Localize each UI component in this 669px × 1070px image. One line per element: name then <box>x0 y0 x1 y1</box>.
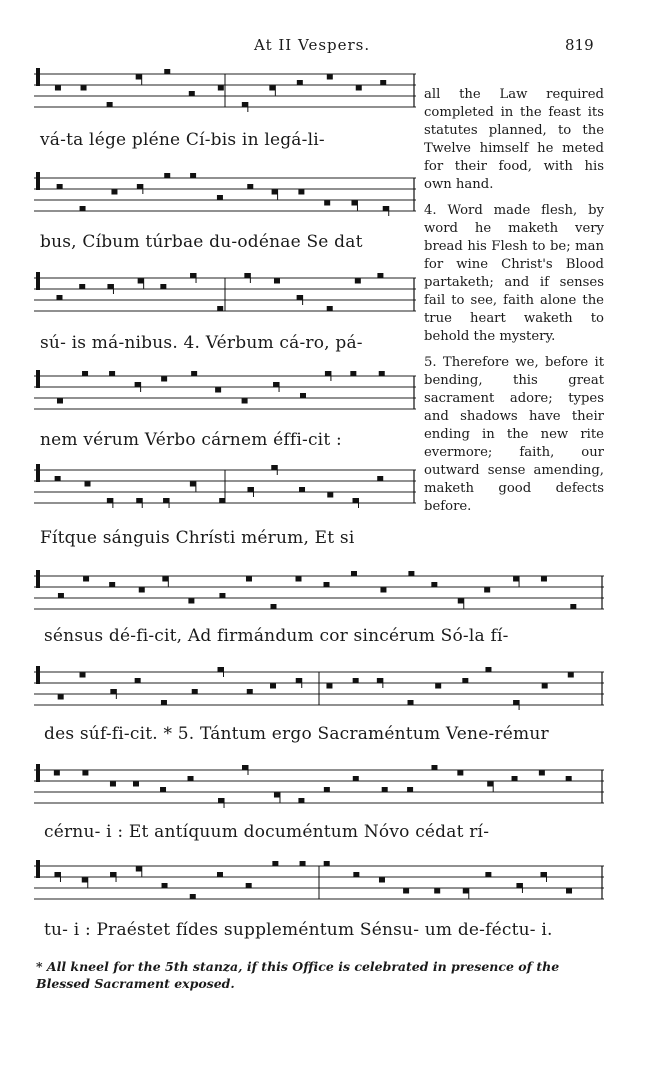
neume <box>135 678 141 683</box>
neume <box>377 678 383 683</box>
neume <box>81 86 87 91</box>
neume <box>274 279 280 284</box>
neume <box>431 582 437 587</box>
neume <box>107 498 113 503</box>
translation-paragraph: all the Law required completed in the feast its statutes planned, to the Twelve himself he meted for their food, with his own hand. <box>424 87 604 192</box>
neume <box>351 201 357 206</box>
neume <box>242 765 248 770</box>
neume <box>298 798 304 803</box>
neume <box>161 377 167 382</box>
neume <box>350 371 356 376</box>
neume <box>110 782 116 787</box>
neume <box>431 765 437 770</box>
neume <box>162 577 168 582</box>
neume <box>190 482 196 487</box>
neume <box>58 593 64 598</box>
neume <box>191 371 197 376</box>
neume <box>377 273 383 278</box>
neume <box>273 382 279 387</box>
staff-line <box>34 170 416 216</box>
neume <box>242 399 248 404</box>
neume <box>246 577 252 582</box>
neume <box>55 476 61 481</box>
staff-line <box>34 664 604 710</box>
neume <box>299 487 305 492</box>
page-number: 819 <box>565 36 594 54</box>
neume <box>162 883 168 888</box>
neume <box>217 195 223 200</box>
lyric-line: Fítque sánguis Chrísti mérum, Et si <box>40 528 355 548</box>
neume <box>327 75 333 80</box>
neume <box>485 667 491 672</box>
neume <box>271 465 277 470</box>
staff-9 <box>34 858 604 904</box>
lyric-line: tu- i : Praéstet fídes suppleméntum Sénsu- um de-féctu- i. <box>44 920 553 940</box>
neume <box>80 673 86 678</box>
clef <box>36 272 40 290</box>
neume <box>324 787 330 792</box>
clef <box>36 68 40 86</box>
staff-line <box>34 762 604 808</box>
neume <box>82 771 88 776</box>
lyric-line: vá-ta lége pléne Cí-bis in legá-li- <box>40 130 325 150</box>
neume <box>82 878 88 883</box>
clef <box>36 570 40 588</box>
clef <box>36 370 40 388</box>
neume <box>82 371 88 376</box>
neume <box>351 571 357 576</box>
neume <box>408 700 414 705</box>
clef <box>36 172 40 190</box>
neume <box>324 861 330 866</box>
neume <box>513 577 519 582</box>
neume <box>217 872 223 877</box>
neume <box>246 883 252 888</box>
lyric-line: bus, Cíbum túrbae du-odénae Se dat <box>40 232 363 252</box>
neume <box>487 782 493 787</box>
neume <box>160 284 166 289</box>
neume <box>379 878 385 883</box>
staff-line <box>34 270 416 316</box>
neume <box>163 498 169 503</box>
neume <box>107 102 113 107</box>
neume <box>463 889 469 894</box>
neume <box>377 476 383 481</box>
neume <box>247 184 253 189</box>
neume <box>242 102 248 107</box>
page-header <box>0 36 669 56</box>
neume <box>164 69 170 74</box>
neume <box>434 889 440 894</box>
lyric-line: cérnu- i : Et antíquum documéntum Nóvo cédat rí- <box>44 822 490 842</box>
neume <box>80 206 86 211</box>
neume <box>458 599 464 604</box>
staff-line <box>34 462 416 508</box>
neume <box>353 872 359 877</box>
neume <box>54 771 60 776</box>
neume <box>407 787 413 792</box>
staff-6 <box>34 568 604 614</box>
neume <box>190 173 196 178</box>
staff-line <box>34 66 416 112</box>
neume <box>325 371 331 376</box>
neume <box>247 689 253 694</box>
neume <box>110 872 116 877</box>
neume <box>540 872 546 877</box>
lyric-line: des súf-fi-cit. * 5. Tántum ergo Sacraméntum Vene-rémur <box>44 724 549 744</box>
neume <box>353 776 359 781</box>
neume <box>353 678 359 683</box>
neume <box>462 678 468 683</box>
neume <box>190 273 196 278</box>
neume <box>570 604 576 609</box>
neume <box>382 787 388 792</box>
neume <box>269 86 275 91</box>
neume <box>380 80 386 85</box>
neume <box>244 273 250 278</box>
staff-line <box>34 858 604 904</box>
neume <box>297 80 303 85</box>
neume <box>219 498 225 503</box>
neume <box>512 776 518 781</box>
neume <box>327 493 333 498</box>
neume <box>161 700 167 705</box>
neume <box>457 771 463 776</box>
neume <box>327 306 333 311</box>
neume <box>107 284 113 289</box>
neume <box>164 173 170 178</box>
neume <box>83 577 89 582</box>
neume <box>217 306 223 311</box>
neume <box>136 75 142 80</box>
neume <box>380 588 386 593</box>
running-title: At II Vespers. <box>254 36 371 54</box>
neume <box>485 872 491 877</box>
neume <box>356 86 362 91</box>
neume <box>379 371 385 376</box>
neume <box>272 190 278 195</box>
lyric-line: nem vérum Vérbo cárnem éffi-cit : <box>40 430 342 450</box>
clef <box>36 764 40 782</box>
footnote: * All kneel for the 5th stanza, if this Office is celebrated in presence of the Blessed Sacrament exposed. <box>36 959 560 991</box>
neume <box>435 684 441 689</box>
neume <box>85 482 91 487</box>
neume <box>138 279 144 284</box>
neume <box>215 388 221 393</box>
neume <box>541 577 547 582</box>
neume <box>160 787 166 792</box>
neume <box>136 867 142 872</box>
neume <box>300 393 306 398</box>
neume <box>189 91 195 96</box>
neume <box>272 861 278 866</box>
neume <box>539 771 545 776</box>
neume <box>298 190 304 195</box>
neume <box>190 894 196 899</box>
neume <box>218 798 224 803</box>
staff-2 <box>34 170 416 216</box>
translation-paragraph: 5. Therefore we, before it bending, this great sacrament adore; types and shadows have their ending in the new rite evermore; faith, our outward sense amending, maketh good defects before. <box>424 355 604 514</box>
neume <box>109 582 115 587</box>
neume <box>54 872 60 877</box>
neume <box>56 295 62 300</box>
neume <box>218 86 224 91</box>
staff-4 <box>34 368 416 414</box>
neume <box>326 684 332 689</box>
neume <box>513 700 519 705</box>
lyric-line: sú- is má-nibus. 4. Vérbum cá-ro, pá- <box>40 333 363 353</box>
neume <box>110 689 116 694</box>
lyric-line: sénsus dé-fi-cit, Ad firmándum cor sincérum Só-la fí- <box>44 626 509 646</box>
staff-line <box>34 368 416 414</box>
neume <box>355 279 361 284</box>
staff-7 <box>34 664 604 710</box>
neume <box>566 889 572 894</box>
staff-5 <box>34 462 416 508</box>
neume <box>324 582 330 587</box>
neume <box>55 86 61 91</box>
staff-line <box>34 568 604 614</box>
clef <box>36 464 40 482</box>
neume <box>58 695 64 700</box>
neume <box>270 684 276 689</box>
neume <box>403 889 409 894</box>
neume <box>188 776 194 781</box>
neume <box>133 782 139 787</box>
neume <box>247 487 253 492</box>
neume <box>57 399 63 404</box>
neume <box>192 689 198 694</box>
neume <box>568 673 574 678</box>
neume <box>139 588 145 593</box>
neume <box>484 588 490 593</box>
neume <box>408 571 414 576</box>
staff-3 <box>34 270 416 316</box>
neume <box>516 883 522 888</box>
neume <box>274 793 280 798</box>
neume <box>218 667 224 672</box>
translation-column <box>424 86 604 524</box>
neume <box>271 604 277 609</box>
neume <box>353 498 359 503</box>
neume <box>296 577 302 582</box>
neume <box>109 371 115 376</box>
staff-8 <box>34 762 604 808</box>
neume <box>135 382 141 387</box>
neume <box>136 498 142 503</box>
neume <box>57 184 63 189</box>
translation-paragraph: 4. Word made flesh, by word he maketh very bread his Flesh to be; man for wine Christ's Blood partaketh; and if senses fail to see, faith alone the true heart waketh to behold the mystery. <box>424 203 604 344</box>
neume <box>219 593 225 598</box>
staff-1 <box>34 66 416 112</box>
neume <box>542 684 548 689</box>
neume <box>296 678 302 683</box>
neume <box>297 295 303 300</box>
neume <box>566 776 572 781</box>
neume <box>79 284 85 289</box>
neume <box>324 201 330 206</box>
clef <box>36 860 40 878</box>
neume <box>111 190 117 195</box>
neume <box>137 184 143 189</box>
neume <box>300 861 306 866</box>
neume <box>383 206 389 211</box>
neume <box>188 599 194 604</box>
clef <box>36 666 40 684</box>
